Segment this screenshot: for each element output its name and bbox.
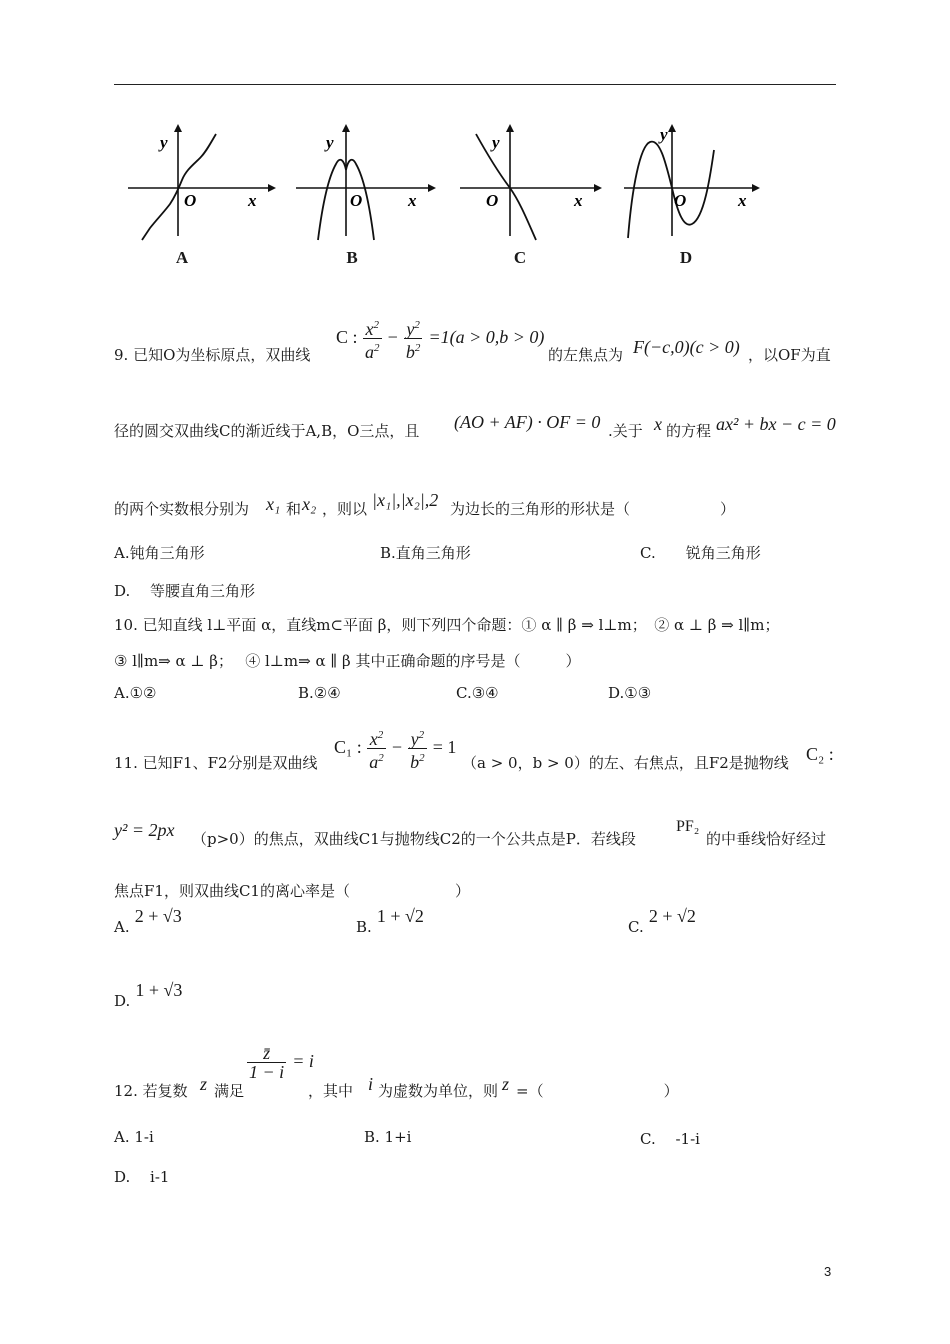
- q12-option-d: D. i-1: [114, 1168, 170, 1186]
- graph-b-label: B: [346, 248, 358, 267]
- q9-condition: =1(a > 0,b > 0): [428, 327, 545, 347]
- page-number: 3: [824, 1264, 832, 1279]
- q11-option-a: A. 2 + √3: [114, 906, 182, 936]
- graph-c-origin: O: [486, 191, 499, 210]
- q12-post: 为虚数为单位，则: [378, 1082, 499, 1100]
- q12-option-c: C. -1-i: [640, 1130, 700, 1148]
- q11-c1: C₁: [334, 737, 353, 757]
- q11-line2b: 的中垂线恰好经过: [706, 830, 827, 848]
- q12-end: =（ ）: [516, 1082, 679, 1100]
- graph-options: [120, 118, 780, 278]
- graph-d: [620, 118, 780, 278]
- q9-line2-start: 径的圆交双曲线C的渐近线于A,B，O三点，且: [114, 422, 420, 440]
- graph-d-origin: O: [674, 191, 687, 210]
- graph-a: [120, 118, 280, 278]
- graph-c-label: C: [513, 248, 527, 267]
- q12-mid2: ，其中: [308, 1082, 354, 1100]
- q10-option-d: D.①③: [608, 684, 652, 702]
- q9-hyperbola-formula: C : $\frac{x^2}{a^2}$ − $\frac{y^2}{b^2}$ =1(a > 0,b > 0): [336, 316, 544, 361]
- q11-option-d: D. 1 + √3: [114, 980, 183, 1010]
- q12-option-b: B. 1+i: [364, 1128, 412, 1146]
- q10-line2: ③ l∥m⇒ α ⊥ β； ④ l⊥m⇒ α ∥ β 其中正确命题的序号是（ ）: [114, 652, 581, 670]
- graph-b: [290, 118, 450, 278]
- q12-mid: 满足: [214, 1082, 245, 1100]
- q9-option-c: C. 锐角三角形: [640, 544, 761, 562]
- graph-a-origin: O: [184, 191, 197, 210]
- q11-parabola: y² = 2px: [114, 820, 175, 840]
- q11-hyperbola-formula: C₁ : $\frac{x^2}{a^2}$ − $\frac{y^2}{b^2}$ = 1: [334, 726, 456, 771]
- graph-d-plot: [620, 118, 780, 238]
- q10-option-c: C.③④: [456, 684, 499, 702]
- q10-option-b: B.②④: [298, 684, 341, 702]
- q9-vector-eq: (AO + AF) · OF = 0: [454, 412, 601, 432]
- q9-post3: 为边长的三角形的形状是（ ）: [450, 500, 736, 518]
- q9-and: 和: [286, 500, 302, 518]
- graph-c-x-label: x: [574, 191, 583, 210]
- graph-c-y-label: y: [492, 133, 500, 152]
- q9-mid2: .关于: [608, 422, 643, 440]
- q9-focus: F(−c,0)(c > 0): [633, 337, 740, 357]
- q10-option-a: A.①②: [114, 684, 157, 702]
- graph-b-y-label: y: [326, 133, 334, 152]
- q9-option-a: A.钝角三角形: [114, 544, 205, 562]
- q11-line2: （p>0）的焦点，双曲线C1与抛物线C2的一个公共点是P．若线段: [192, 830, 636, 848]
- graph-d-x-label: x: [738, 191, 747, 210]
- q11-line3: 焦点F1，则双曲线C1的离心率是（ ）: [114, 882, 470, 900]
- q12-option-a: A. 1-i: [114, 1128, 154, 1146]
- header-rule: [114, 84, 836, 85]
- q9-mid1: 的左焦点为: [548, 346, 624, 364]
- graph-c: [456, 118, 616, 278]
- q9-post1: ，以OF为直: [748, 346, 831, 364]
- q9-line1-start: 9. 已知O为坐标原点，双曲线: [114, 346, 311, 364]
- q9-mid2b: 的方程: [666, 422, 712, 440]
- graph-d-y-label: y: [660, 125, 668, 144]
- q9-curve-name: C: [336, 327, 349, 347]
- q11-condition: （a > 0，b > 0）的左、右焦点，且F2是抛物线: [462, 754, 789, 772]
- graph-a-plot: [120, 118, 280, 238]
- q9-x1: x₁: [266, 494, 281, 514]
- q9-equation: ax² + bx − c = 0: [716, 414, 836, 434]
- q12-z2: z: [502, 1074, 510, 1094]
- q9-x2: x₂: [302, 494, 317, 514]
- q11-option-b: B. 1 + √2: [356, 906, 424, 936]
- graph-b-x-label: x: [408, 191, 417, 210]
- q11-c2: C₂ :: [806, 744, 834, 764]
- graph-a-x-label: x: [248, 191, 257, 210]
- q9-mid3: ，则以: [322, 500, 368, 518]
- q9-option-b: B.直角三角形: [380, 544, 471, 562]
- graph-b-plot: [290, 118, 450, 238]
- q12-z: z: [200, 1074, 208, 1094]
- q12-pre: 12. 若复数: [114, 1082, 188, 1100]
- q12-fraction: $\frac{z̄}{1 - i}$ = i: [249, 1043, 314, 1082]
- graph-b-origin: O: [350, 191, 363, 210]
- q9-sides: |x₁|,|x₂|,2: [372, 490, 439, 510]
- q11-line1-start: 11. 已知F1、F2分别是双曲线: [114, 754, 318, 772]
- q11-option-c: C. 2 + √2: [628, 906, 696, 936]
- q10-line1: 10. 已知直线 l⊥平面 α，直线m⊂平面 β，则下列四个命题：① α ∥ β ⇒ l⊥m； ② α ⊥ β ⇒ l∥m；: [114, 616, 780, 634]
- q9-line3-start: 的两个实数根分别为: [114, 500, 250, 518]
- q9-option-d: D. 等腰直角三角形: [114, 582, 256, 600]
- graph-a-label: A: [175, 248, 189, 267]
- q12-i: i: [368, 1074, 374, 1094]
- graph-c-plot: [456, 118, 616, 238]
- q9-var-x: x: [654, 414, 662, 434]
- graph-d-label: D: [679, 248, 693, 267]
- q11-pf2: PF₂: [676, 818, 700, 835]
- graph-a-y-label: y: [160, 133, 168, 152]
